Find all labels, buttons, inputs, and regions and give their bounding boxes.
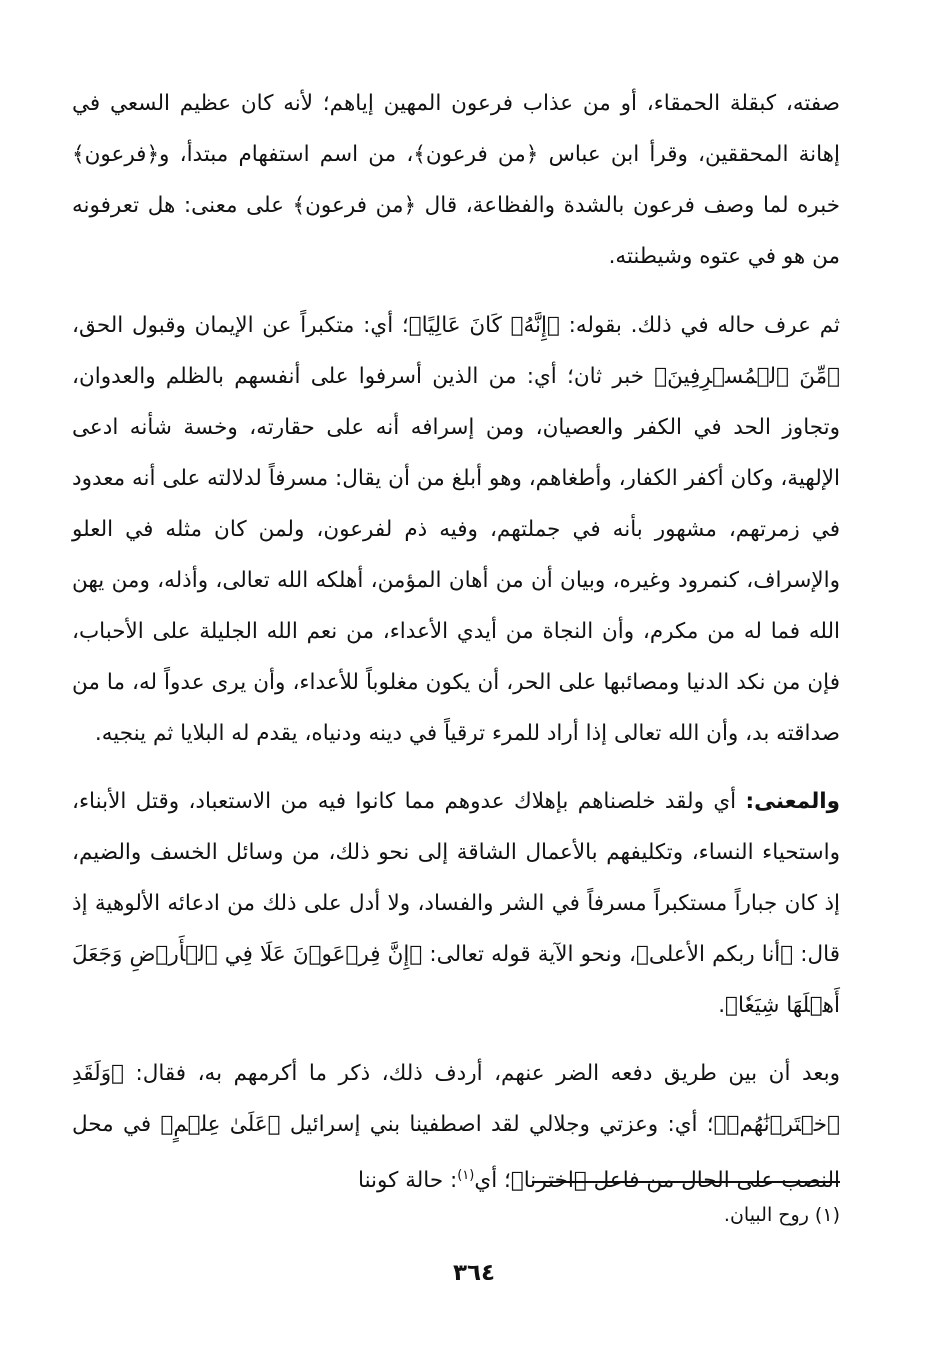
page-number: ٣٦٤ [452,1260,496,1286]
paragraph-3-lead: والمعنى: [745,789,840,814]
paragraph-4-body: وبعد أن بين طريق دفعه الضر عنهم، أردف ذلك، ذكر ما أكرمهم به، فقال: ﴿وَلَقَدِ ٱخۡتَرۡنَٰهُمۡ﴾؛ أي: وعزتي وجلالي لقد اصطفينا بني إسرائيل ﴿عَلَىٰ عِلۡمٍ﴾ في محل النصب على الحال من فاعل ﴿اخترنا﴾؛ أي [72,1061,840,1194]
paragraph-1: صفته، كبقلة الحمقاء، أو من عذاب فرعون المهين إياهم؛ لأنه كان عظيم السعي في إهانة المحققين، وقرأ ابن عباس ﴿من فرعون﴾، من اسم استفهام مبتدأ، و﴿فرعون﴾ خبره لما وصف فرعون بالشدة والفظاعة، قال ﴿من فرعون﴾ على معنى: هل تعرفونه من هو في عتوه وشيطنته. [72,91,840,269]
footnote-reference: (١) [457,1168,475,1183]
paragraph-2: ثم عرف حاله في ذلك. بقوله: ﴿إِنَّهُۥ كَانَ عَالِيًا﴾؛ أي: متكبراً عن الإيمان وقبول الحق، ﴿مِّنَ ٱلۡمُسۡرِفِينَ﴾ خبر ثان؛ أي: من الذين أسرفوا على أنفسهم بالظلم والعدوان، وتجاوز الحد في الكفر والعصيان، ومن إسرافه أنه على حقارته، وخسة شأنه ادعى الإلهية، وكان أكفر الكفار، وأطغاهم، وهو أبلغ من أن يقال: مسرفاً لدلالته على أنه معدود في زمرتهم، مشهور بأنه في جملتهم، وفيه ذم لفرعون، ولمن كان مثله في العلو والإسراف، كنمرود وغيره، وبيان أن من أهان المؤمن، أهلكه الله تعالى، وأذله، ومن يهن الله فما له من مكرم، وأن النجاة من أيدي الأعداء، من نعم الله الجليلة على الأحباب، فإن من نكد الدنيا ومصائبها على الحر، أن يكون مغلوباً للأعداء، وأن يرى عدواً له، ما من صداقته بد، وأن الله تعالى إذا أراد للمرء ترقياً في دينه ودنياه، يقدم له البلايا ثم ينجيه. [72,313,840,746]
paragraph-4-tail: : حالة كوننا [358,1168,458,1194]
paragraph-3 [72,776,840,1031]
footnote: (١) روح البيان. [723,1204,840,1226]
paragraph-3-body: أي ولقد خلصناهم بإهلاك عدوهم مما كانوا فيه من الاستعباد، وقتل الأبناء، واستحياء النساء، وتكليفهم بالأعمال الشاقة إلى نحو ذلك، من وسائل الخسف والضيم، إذ كان جباراً مستكبراً مسرفاً في الشر والفساد، ولا أدل على ذلك من ادعائه الألوهية إذ قال: ﴿أنا ربكم الأعلى﴾، ونحو الآية قوله تعالى: ﴿إِنَّ فِرۡعَوۡنَ عَلَا فِي ٱلۡأَرۡضِ وَجَعَلَ أَهۡلَهَا شِيَعٗا﴾. [72,789,840,1018]
footnote-divider [532,1181,840,1183]
